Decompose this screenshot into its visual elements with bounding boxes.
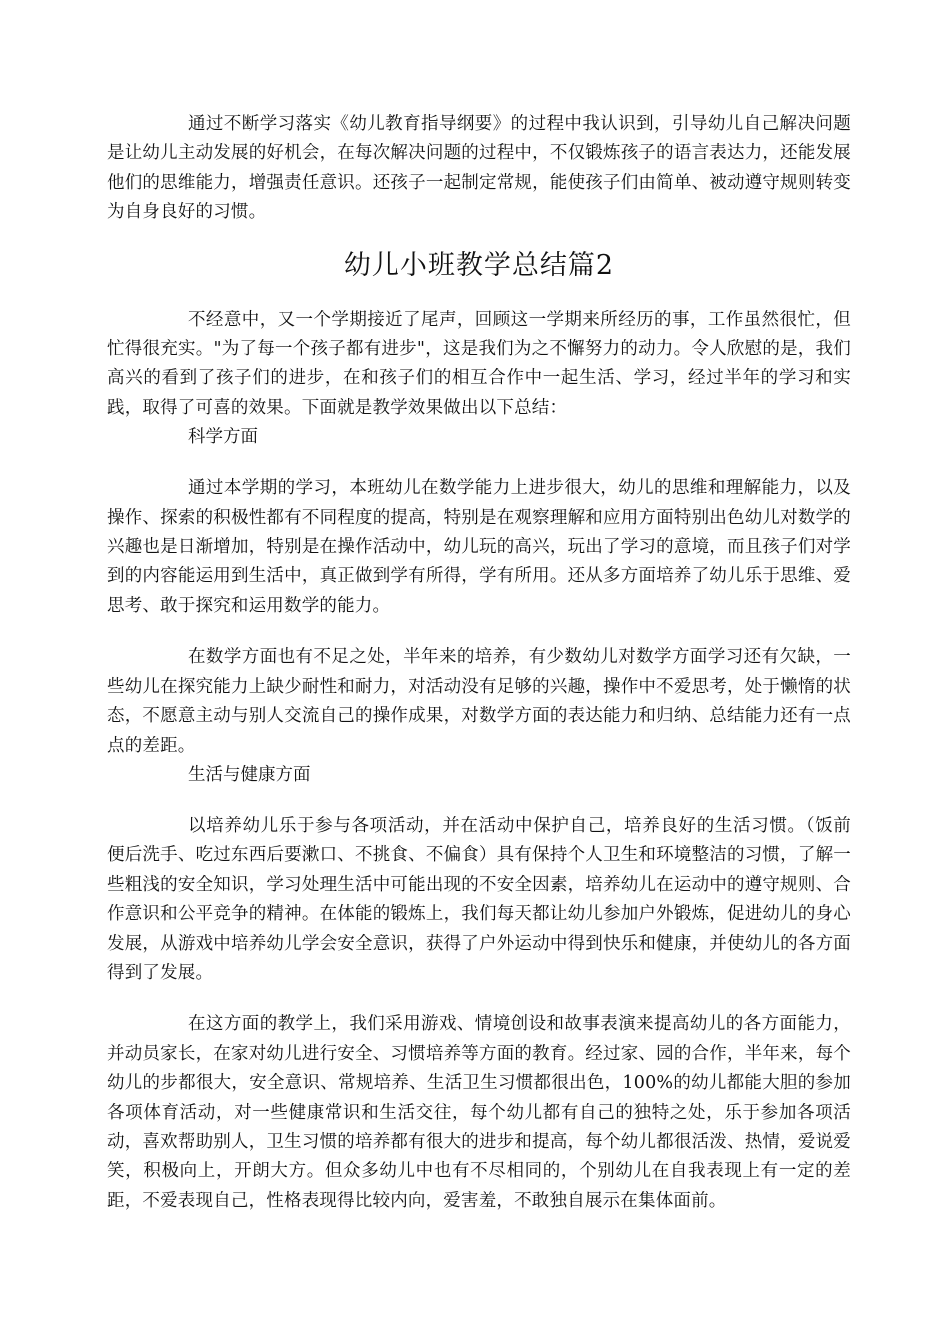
- document-page: [107, 110, 851, 1216]
- health-paragraph-1: 以培养幼儿乐于参与各项活动，并在活动中保护自己，培养良好的生活习惯。（饭前便后洗手、吃过东西后要漱口、不挑食、不偏食）具有保持个人卫生和环境整洁的习惯，了解一些粗浅的安全知识，学习处理生活中可能出现的不安全因素，培养幼儿在运动中的遵守规则、合作意识和公平竞争的精神。在体能的锻炼上，我们每天都让幼儿参加户外锻炼，促进幼儿的身心发展，从游戏中培养幼儿学会安全意识，获得了户外运动中得到快乐和健康，并使幼儿的各方面得到了发展。: [107, 815, 851, 983]
- science-heading: 科学方面: [188, 427, 258, 448]
- health-paragraph-2: 在这方面的教学上，我们采用游戏、情境创设和故事表演来提高幼儿的各方面能力，并动员家长，在家对幼儿进行安全、习惯培养等方面的教育。经过家、园的合作，半年来，每个幼儿的步都很大，安全意识、常规培养、生活卫生习惯都很出色，100%的幼儿都能大胆的参加各项体育活动，对一些健康常识和生活交往，每个幼儿都有自己的独特之处，乐于参加各项活动，喜欢帮助别人，卫生习惯的培养都有很大的进步和提高，每个幼儿都很活泼、热情，爱说爱笑，积极向上，开朗大方。但众多幼儿中也有不尽相同的，个别幼儿在自我表现上有一定的差距，不爱表现自己，性格表现得比较内向，爱害羞，不敢独自展示在集体面前。: [107, 1014, 851, 1211]
- health-heading: 生活与健康方面: [188, 764, 311, 785]
- intro-paragraph: 通过不断学习落实《幼儿教育指导纲要》的过程中我认识到，引导幼儿自己解决问题是让幼儿主动发展的好机会，在每次解决问题的过程中，不仅锻炼孩子的语言表达力，还能发展他们的思维能力，增强责任意识。还孩子一起制定常规，能使孩子们由简单、被动遵守规则转变为自身良好的习惯。: [107, 114, 851, 223]
- document-title: 幼儿小班教学总结篇2: [343, 249, 615, 281]
- science-paragraph-1: 通过本学期的学习，本班幼儿在数学能力上进步很大，幼儿的思维和理解能力，以及操作、探索的积极性都有不同程度的提高，特别是在观察理解和应用方面特别出色幼儿对数学的兴趣也是日渐增加，特别是在操作活动中，幼儿玩的高兴，玩出了学习的意境，而且孩子们对学到的内容能运用到生活中，真正做到学有所得，学有所用。还从多方面培养了幼儿乐于思维、爱思考、敢于探究和运用数学的能力。: [107, 478, 851, 616]
- opening-paragraph: 不经意中，又一个学期接近了尾声，回顾这一学期来所经历的事，工作虽然很忙，但忙得很充实。"为了每一个孩子都有进步"，这是我们为之不懈努力的动力。令人欣慰的是，我们高兴的看到了孩子们的进步，在和孩子们的相互合作中一起生活、学习，经过半年的学习和实践，取得了可喜的效果。下面就是教学效果做出以下总结：: [107, 309, 851, 418]
- science-paragraph-2: 在数学方面也有不足之处，半年来的培养，有少数幼儿对数学方面学习还有欠缺，一些幼儿在探究能力上缺少耐性和耐力，对活动没有足够的兴趣，操作中不爱思考，处于懒惰的状态，不愿意主动与别人交流自己的操作成果，对数学方面的表达能力和归纳、总结能力还有一点点的差距。: [107, 647, 851, 756]
